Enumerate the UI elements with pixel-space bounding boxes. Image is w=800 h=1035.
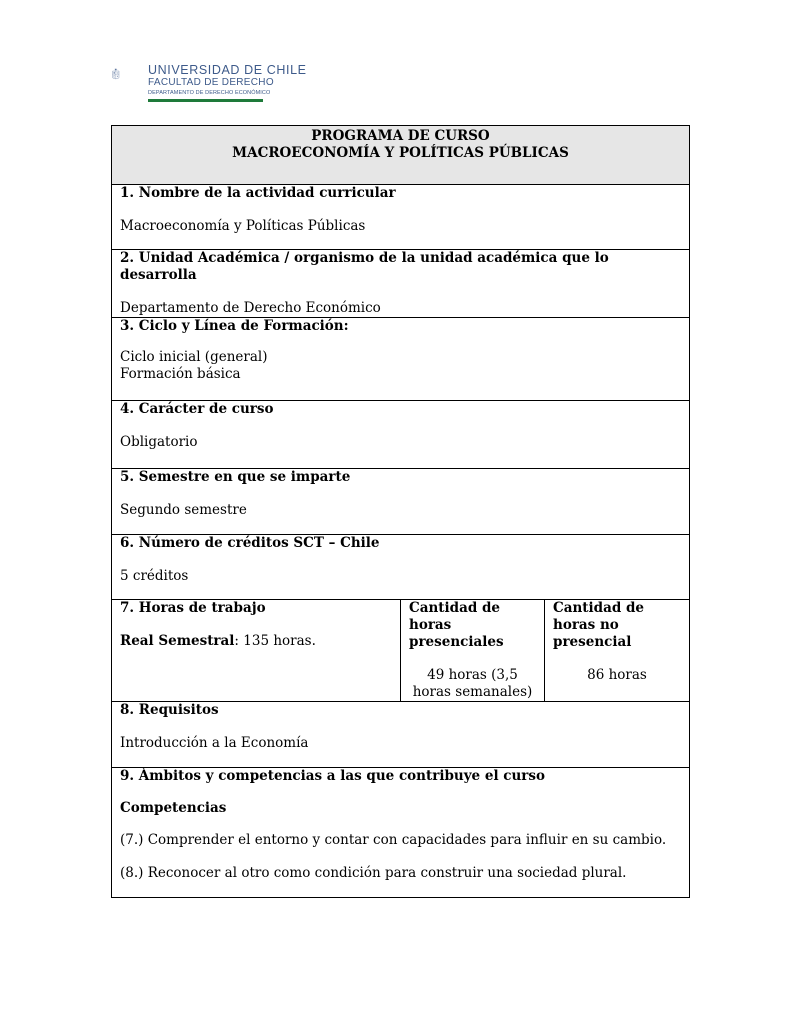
- faculty-name: FACULTAD DE DERECHO: [148, 77, 274, 88]
- university-name: UNIVERSIDAD DE CHILE: [148, 63, 307, 77]
- section-2-value: Departamento de Derecho Económico: [120, 300, 381, 316]
- section-4-value: Obligatorio: [120, 434, 198, 450]
- section-7-real: [120, 633, 392, 650]
- presencial-heading: Cantidad de horas presenciales: [409, 600, 504, 650]
- university-seal-icon: [112, 44, 148, 104]
- section-8-value: Introducción a la Economía: [120, 735, 309, 751]
- title-line-1: PROGRAMA DE CURSO: [311, 128, 490, 144]
- section-6: [112, 535, 690, 600]
- section-1: [112, 185, 690, 250]
- section-4: [112, 401, 690, 469]
- competencia-item: (8.) Reconocer al otro como condición para construir una sociedad plural.: [120, 865, 627, 881]
- section-1-value: Macroeconomía y Políticas Públicas: [120, 218, 366, 234]
- section-7-presencial: [401, 600, 545, 702]
- logo-underline: [148, 99, 263, 102]
- section-3: [112, 318, 690, 401]
- table-title: [112, 126, 690, 185]
- section-7: [112, 600, 401, 702]
- real-semestral-label: Real Semestral: [120, 633, 235, 649]
- real-semestral-value: : 135 horas.: [234, 633, 316, 649]
- section-6-value: 5 créditos: [120, 568, 189, 584]
- section-5-heading: 5. Semestre en que se imparte: [120, 469, 351, 485]
- section-9: [112, 768, 690, 898]
- competencias-heading: Competencias: [120, 800, 227, 816]
- section-7-heading: 7. Horas de trabajo: [120, 600, 266, 616]
- section-6-heading: 6. Número de créditos SCT – Chile: [120, 535, 380, 551]
- section-3-value-2: Formación básica: [120, 366, 241, 382]
- section-8-heading: 8. Requisitos: [120, 702, 219, 718]
- department-name: DEPARTAMENTO DE DERECHO ECONÓMICO: [148, 90, 271, 96]
- course-program-table: [111, 125, 690, 898]
- university-logo: [148, 64, 307, 97]
- section-4-heading: 4. Carácter de curso: [120, 401, 274, 417]
- title-line-2: MACROECONOMÍA Y POLÍTICAS PÚBLICAS: [232, 145, 569, 161]
- section-2-heading: 2. Unidad Académica / organismo de la unidad académica que lo desarrolla: [120, 250, 609, 283]
- section-7-no-presencial: [545, 600, 690, 702]
- section-3-value-1: Ciclo inicial (general): [120, 349, 268, 365]
- no-presencial-value: 86 horas: [587, 667, 647, 683]
- section-5: [112, 469, 690, 535]
- section-8: [112, 702, 690, 768]
- section-2: [112, 250, 690, 318]
- section-1-heading: 1. Nombre de la actividad curricular: [120, 185, 396, 201]
- section-5-value: Segundo semestre: [120, 502, 247, 518]
- section-9-heading: 9. Ámbitos y competencias a las que contribuye el curso: [120, 768, 546, 784]
- presencial-value: 49 horas (3,5 horas semanales): [412, 667, 533, 700]
- competencia-item: (7.) Comprender el entorno y contar con capacidades para influir en su cambio.: [120, 832, 667, 848]
- no-presencial-heading: Cantidad de horas no presencial: [553, 600, 645, 650]
- section-3-heading: 3. Ciclo y Línea de Formación:: [120, 318, 349, 334]
